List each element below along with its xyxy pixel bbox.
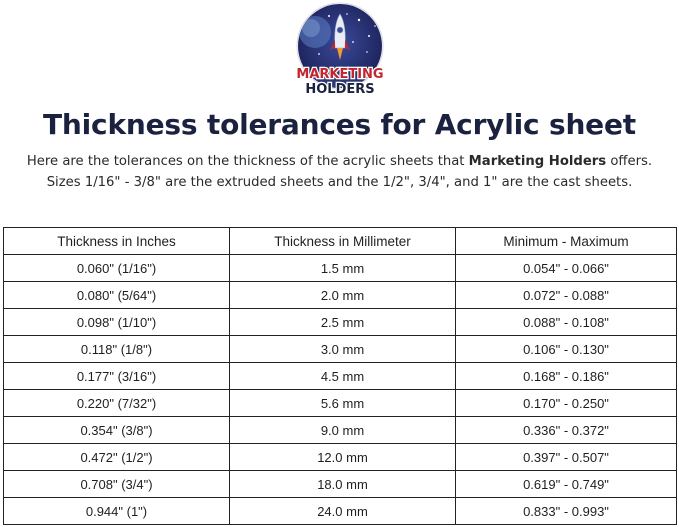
cell-min-max: 0.833" - 0.993" [456, 498, 677, 525]
table-row [4, 363, 677, 390]
table-row [4, 390, 677, 417]
cell-min-max: 0.170" - 0.250" [456, 390, 677, 417]
table-row [4, 498, 677, 525]
cell-millimeter: 2.0 mm [230, 282, 456, 309]
cell-inches: 0.060" (1/16") [4, 255, 230, 282]
cell-inches: 0.220" (7/32") [4, 390, 230, 417]
brand-logo [289, 2, 391, 100]
cell-millimeter: 3.0 mm [230, 336, 456, 363]
cell-min-max: 0.054" - 0.066" [456, 255, 677, 282]
logo-line1: MARKETING [296, 67, 384, 82]
header-min-max: Minimum - Maximum [456, 228, 677, 255]
cell-min-max: 0.072" - 0.088" [456, 282, 677, 309]
intro-line1-suffix: offers. [606, 154, 653, 169]
cell-inches: 0.098" (1/10") [4, 309, 230, 336]
cell-inches: 0.118" (1/8") [4, 336, 230, 363]
cell-min-max: 0.088" - 0.108" [456, 309, 677, 336]
header-millimeter: Thickness in Millimeter [230, 228, 456, 255]
cell-millimeter: 5.6 mm [230, 390, 456, 417]
cell-min-max: 0.168" - 0.186" [456, 363, 677, 390]
table-header-row [4, 228, 677, 255]
page-title: Thickness tolerances for Acrylic sheet [43, 108, 636, 141]
cell-millimeter: 18.0 mm [230, 471, 456, 498]
cell-inches: 0.944" (1") [4, 498, 230, 525]
cell-millimeter: 4.5 mm [230, 363, 456, 390]
cell-inches: 0.472" (1/2") [4, 444, 230, 471]
cell-inches: 0.177" (3/16") [4, 363, 230, 390]
table-row [4, 336, 677, 363]
cell-inches: 0.080" (5/64") [4, 282, 230, 309]
table-row [4, 282, 677, 309]
table-row [4, 471, 677, 498]
cell-min-max: 0.619" - 0.749" [456, 471, 677, 498]
rocket-logo-icon [289, 2, 391, 100]
cell-millimeter: 12.0 mm [230, 444, 456, 471]
header-inches: Thickness in Inches [4, 228, 230, 255]
cell-inches: 0.708" (3/4") [4, 471, 230, 498]
intro-line1-prefix: Here are the tolerances on the thickness of the acrylic sheets that [26, 154, 469, 169]
table-row [4, 417, 677, 444]
intro-line-1 [0, 151, 679, 172]
cell-millimeter: 24.0 mm [230, 498, 456, 525]
table-row [4, 444, 677, 471]
logo-line2: HOLDERS [305, 82, 375, 97]
cell-millimeter: 2.5 mm [230, 309, 456, 336]
cell-inches: 0.354" (3/8") [4, 417, 230, 444]
brand-name: Marketing Holders [468, 154, 607, 169]
tolerance-table [3, 227, 677, 525]
cell-min-max: 0.336" - 0.372" [456, 417, 677, 444]
table-row [4, 309, 677, 336]
cell-millimeter: 9.0 mm [230, 417, 456, 444]
table-row [4, 255, 677, 282]
cell-millimeter: 1.5 mm [230, 255, 456, 282]
intro-paragraph [0, 151, 679, 193]
intro-line-2: Sizes 1/16" - 3/8" are the extruded sheets and the 1/2", 3/4", and 1" are the cast sheets. [46, 175, 633, 190]
cell-min-max: 0.106" - 0.130" [456, 336, 677, 363]
cell-min-max: 0.397" - 0.507" [456, 444, 677, 471]
